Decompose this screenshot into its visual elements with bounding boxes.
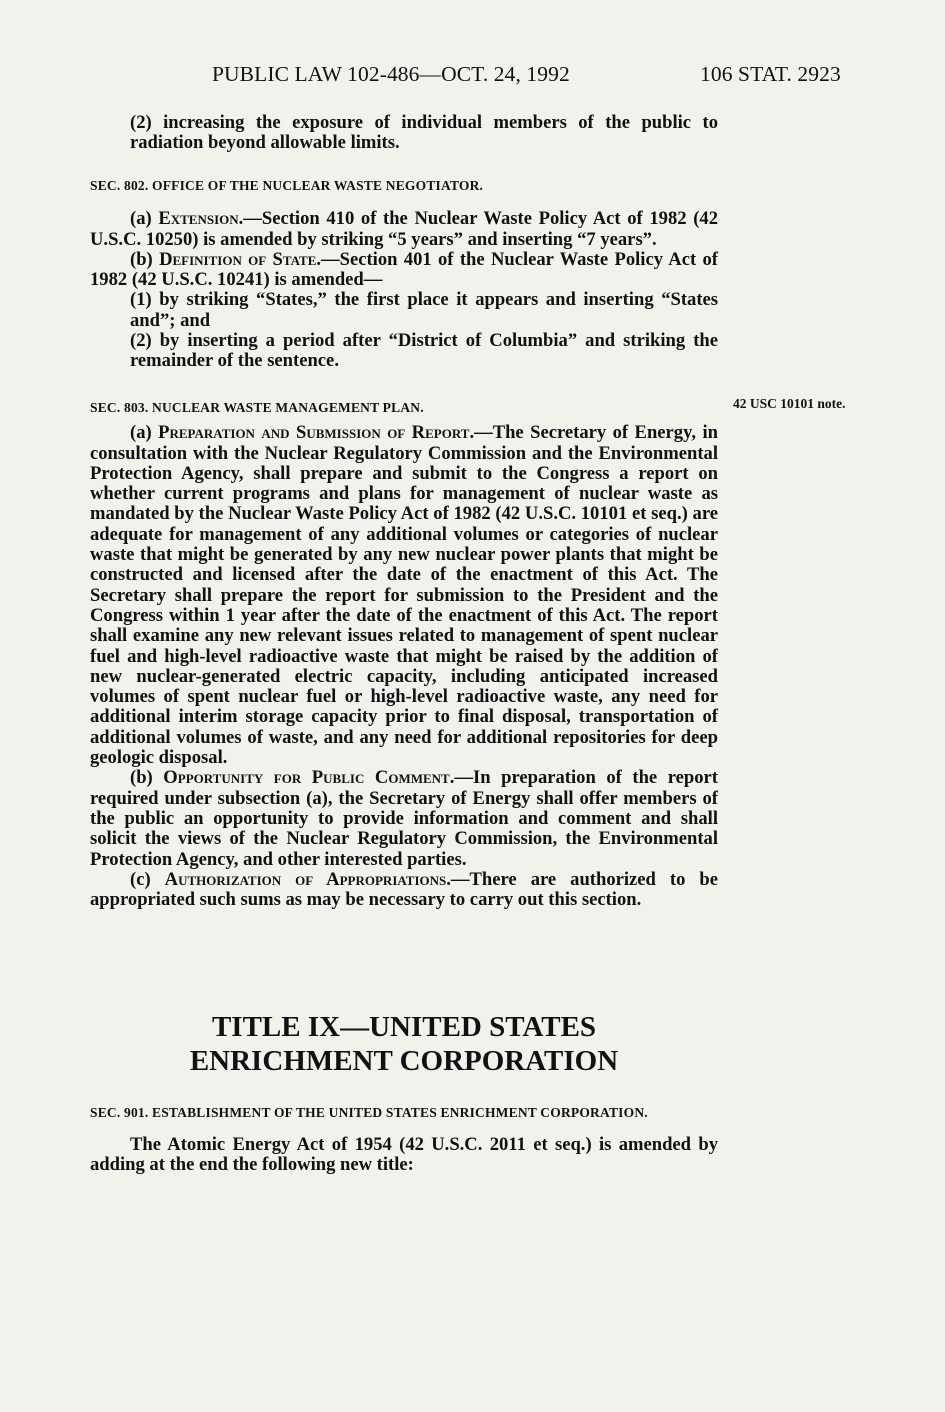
title-ix-heading	[90, 1010, 718, 1078]
section-803-c	[90, 870, 718, 911]
margin-note-usc: 42 USC 10101 note.	[733, 396, 846, 411]
sec803-b-caption: Opportunity for Public Comment.	[163, 767, 455, 789]
sec802-a-label: (a)	[130, 208, 159, 230]
sec803-a-text: —The Secretary of Energy, in consultation with the Nuclear Regulatory Commission and the Environmental Protection Agency, shall prepare and submit to the Congress a report on whether current programs and plans for management of nuclear waste as mandated by the Nuclear Waste Policy Act of 1982 (42 U.S.C. 10101 et seq.) are adequate for management of any additional volumes or categories of nuclear waste that might be generated by any new nuclear power plants that might be constructed and licensed after the date of the enactment of this Act. The Secretary shall prepare the report for submission to the President and the Congress within 1 year after the date of the enactment of this Act. The report shall examine any new relevant issues related to management of spent nuclear fuel and high-level radioactive waste that might be raised by the addition of new nuclear-generated electric capacity, including anticipated increased volumes of spent nuclear fuel or high-level radioactive waste, any need for additional interim storage capacity prior to final disposal, transportation of additional volumes of waste, and any need for additional repositories for deep geologic disposal.	[90, 422, 718, 769]
section-901	[90, 1103, 718, 1176]
sec803-c-text: —There are authorized to be appropriated such sums as may be necessary to carry out this section.	[90, 868, 718, 911]
sec803-b-text: —In preparation of the report required under subsection (a), the Secretary of Energy shall offer members of the public an opportunity to provide information and comment and shall solicit the views of the Nuclear Regulatory Commission, the Environmental Protection Agency, and other interested parties.	[90, 767, 719, 870]
section-802-heading: SEC. 802. OFFICE OF THE NUCLEAR WASTE NEGOTIATOR.	[90, 178, 484, 193]
sec803-a-caption: Preparation and Submission of Report.	[158, 422, 475, 444]
section-803-a	[90, 423, 718, 768]
sec802-a-caption: Extension.	[158, 208, 244, 230]
intro-paragraph: (2) increasing the exposure of individual members of the public to radiation beyond allowable limits.	[130, 112, 718, 154]
running-header-left: PUBLIC LAW 102-486—OCT. 24, 1992	[212, 62, 570, 86]
sec803-c-caption: Authorization of Appropriations.	[164, 868, 451, 890]
section-802	[90, 176, 718, 372]
section-803-heading: SEC. 803. NUCLEAR WASTE MANAGEMENT PLAN.	[90, 400, 424, 415]
section-803	[90, 398, 718, 910]
intro-block	[90, 113, 718, 154]
title-ix-line-2: ENRICHMENT CORPORATION	[189, 1045, 619, 1077]
sec802-b-label: (b)	[130, 248, 160, 270]
sec803-b-label: (b)	[130, 767, 164, 789]
section-802-b	[90, 250, 718, 291]
section-802-a	[90, 209, 718, 250]
section-901-heading: SEC. 901. ESTABLISHMENT OF THE UNITED STATES ENRICHMENT CORPORATION.	[90, 1105, 648, 1120]
running-header-page-number: 106 STAT. 2923	[700, 62, 841, 86]
sec802-b-caption: Definition of State.	[159, 248, 322, 270]
section-803-b	[90, 768, 718, 869]
sec803-a-label: (a)	[130, 422, 159, 444]
section-802-b2: (2) by inserting a period after “District of Columbia” and striking the remainder of the sentence.	[130, 330, 718, 372]
section-901-text: The Atomic Energy Act of 1954 (42 U.S.C. 2011 et seq.) is amended by adding at the end the following new title:	[90, 1134, 718, 1176]
title-ix-line-1: TITLE IX—UNITED STATES	[211, 1011, 597, 1043]
sec802-a-text: —Section 410 of the Nuclear Waste Policy Act of 1982 (42 U.S.C. 10250) is amended by striking “5 years” and inserting “7 years”.	[90, 208, 718, 250]
sec802-b-text: —Section 401 of the Nuclear Waste Policy Act of 1982 (42 U.S.C. 10241) is amended—	[90, 248, 718, 291]
section-802-b1: (1) by striking “States,” the first place it appears and inserting “States and”; and	[130, 289, 718, 331]
sec803-c-label: (c)	[130, 868, 165, 890]
